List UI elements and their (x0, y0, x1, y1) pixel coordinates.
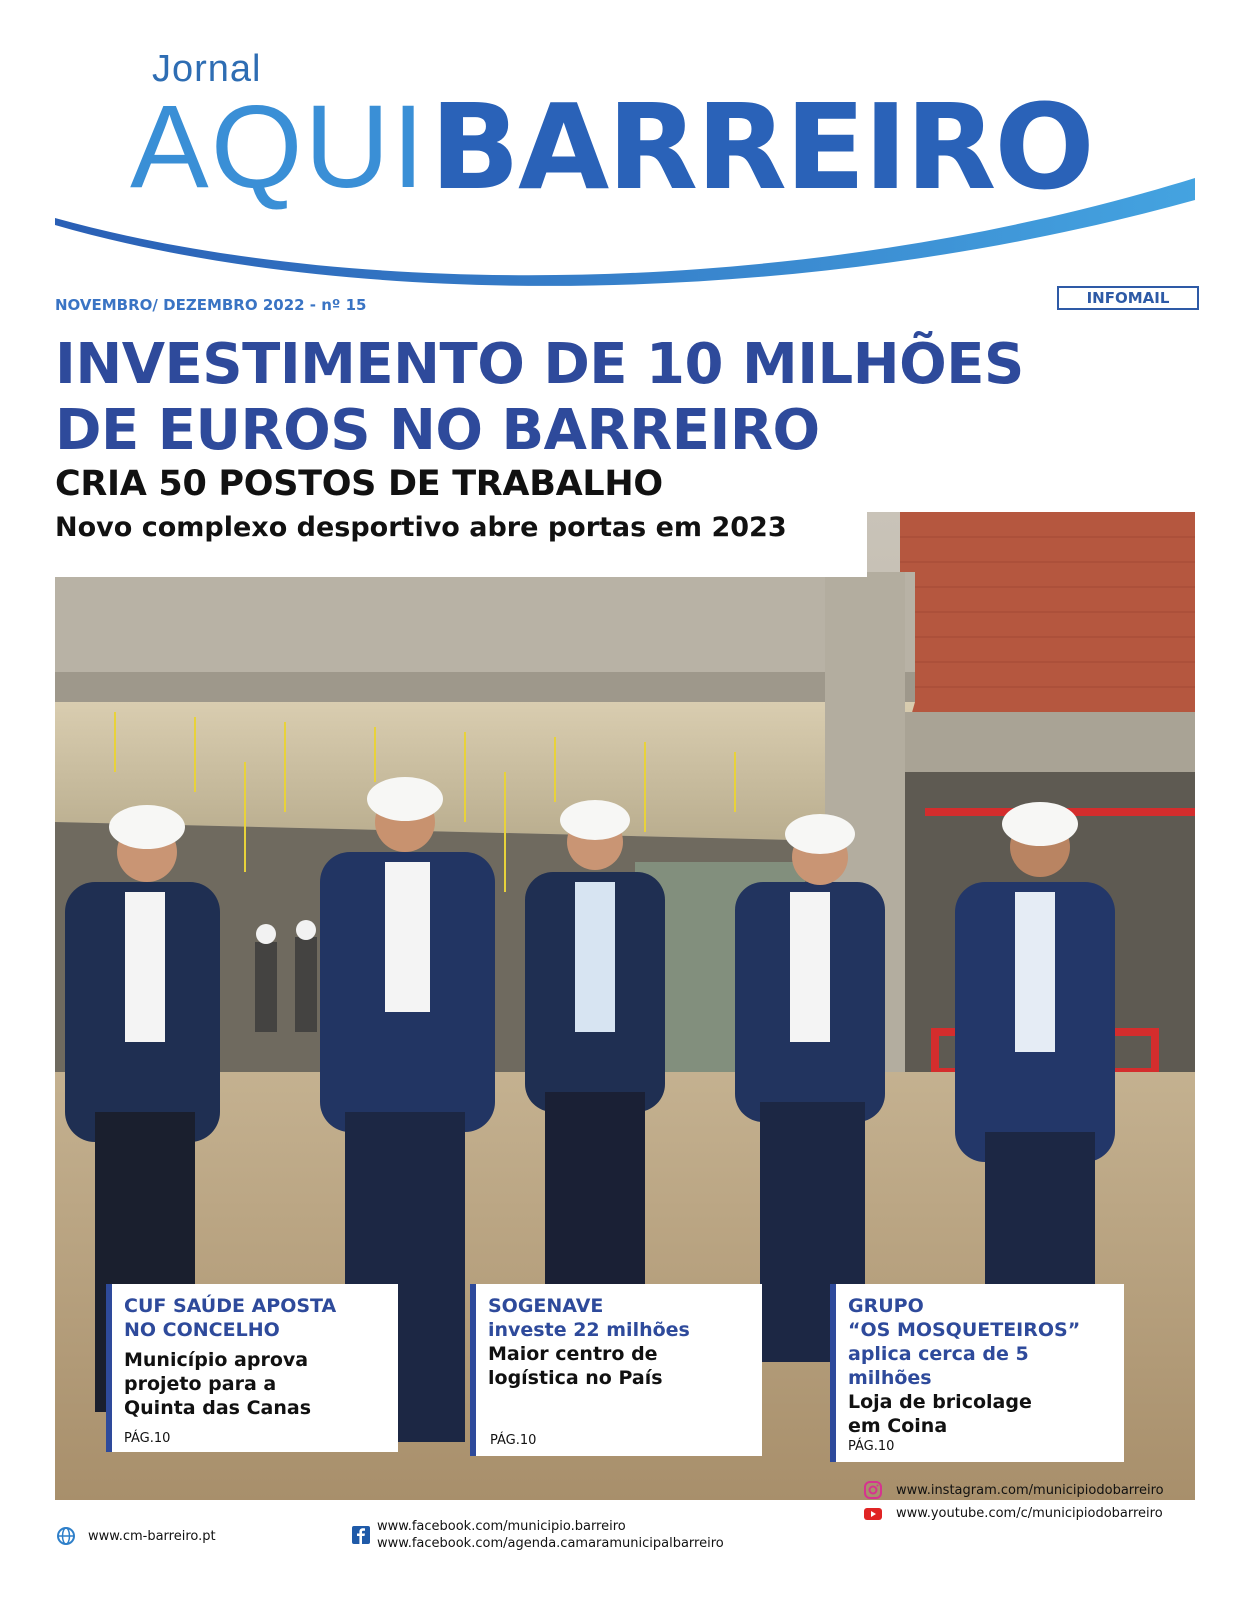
kicker-line: aplica cerca de 5 milhões (848, 1343, 1029, 1389)
story-box-mosqueteiros[interactable] (830, 1284, 1124, 1462)
kicker-line: GRUPO (848, 1295, 924, 1317)
masthead-barreiro: BARREIRO (430, 78, 1093, 216)
page-ref: PÁG.10 (848, 1439, 895, 1454)
masthead-aqui: AQUI (130, 81, 427, 213)
body-line: Maior centro de (488, 1343, 658, 1365)
kicker-line: NO CONCELHO (124, 1319, 280, 1341)
subheadline-secondary: Novo complexo desportivo abre portas em 2023 (55, 512, 787, 543)
website-link[interactable]: www.cm-barreiro.pt (88, 1529, 216, 1544)
story-box-sogenave[interactable] (470, 1284, 762, 1456)
body-line: Quinta das Canas (124, 1397, 312, 1419)
story-body (848, 1390, 1112, 1438)
story-body (124, 1348, 386, 1420)
instagram-link[interactable]: www.instagram.com/municipiodobarreiro (896, 1483, 1164, 1498)
kicker-line: SOGENAVE (488, 1295, 604, 1317)
headline-line-2: DE EUROS NO BARREIRO (55, 398, 820, 463)
masthead-jornal: Jornal (152, 48, 262, 90)
body-line: logística no País (488, 1367, 663, 1389)
body-line: Loja de bricolage (848, 1391, 1032, 1413)
story-kicker (124, 1294, 386, 1342)
headline-line-1: INVESTIMENTO DE 10 MILHÕES (55, 332, 1024, 397)
globe-icon (57, 1527, 75, 1545)
body-line: em Coina (848, 1415, 948, 1437)
issue-date: NOVEMBRO/ DEZEMBRO 2022 - nº 15 (55, 296, 367, 314)
page-ref: PÁG.10 (124, 1431, 171, 1446)
story-kicker (848, 1294, 1112, 1390)
main-headline (55, 332, 1024, 464)
page-ref: PÁG.10 (490, 1433, 537, 1448)
subheadline: CRIA 50 POSTOS DE TRABALHO (55, 464, 663, 504)
kicker-line: “OS MOSQUETEIROS” (848, 1319, 1081, 1341)
masthead-swoosh (50, 170, 1200, 300)
kicker-line: CUF SAÚDE APOSTA (124, 1295, 337, 1317)
footer (0, 1483, 1249, 1600)
instagram-icon (864, 1481, 882, 1499)
story-box-cuf[interactable] (106, 1284, 398, 1452)
story-kicker (488, 1294, 750, 1342)
facebook-icon (352, 1526, 370, 1544)
facebook-link-2[interactable]: www.facebook.com/agenda.camaramunicipalbarreiro (377, 1536, 724, 1551)
infomail-badge: INFOMAIL (1057, 286, 1199, 310)
body-line: projeto para a (124, 1373, 277, 1395)
story-body (488, 1342, 750, 1390)
youtube-link[interactable]: www.youtube.com/c/municipiodobarreiro (896, 1506, 1163, 1521)
body-line: Município aprova (124, 1349, 309, 1371)
youtube-icon (864, 1505, 882, 1523)
facebook-link-1[interactable]: www.facebook.com/municipio.barreiro (377, 1519, 626, 1534)
kicker-line: investe 22 milhões (488, 1319, 690, 1341)
masthead (0, 0, 1249, 300)
